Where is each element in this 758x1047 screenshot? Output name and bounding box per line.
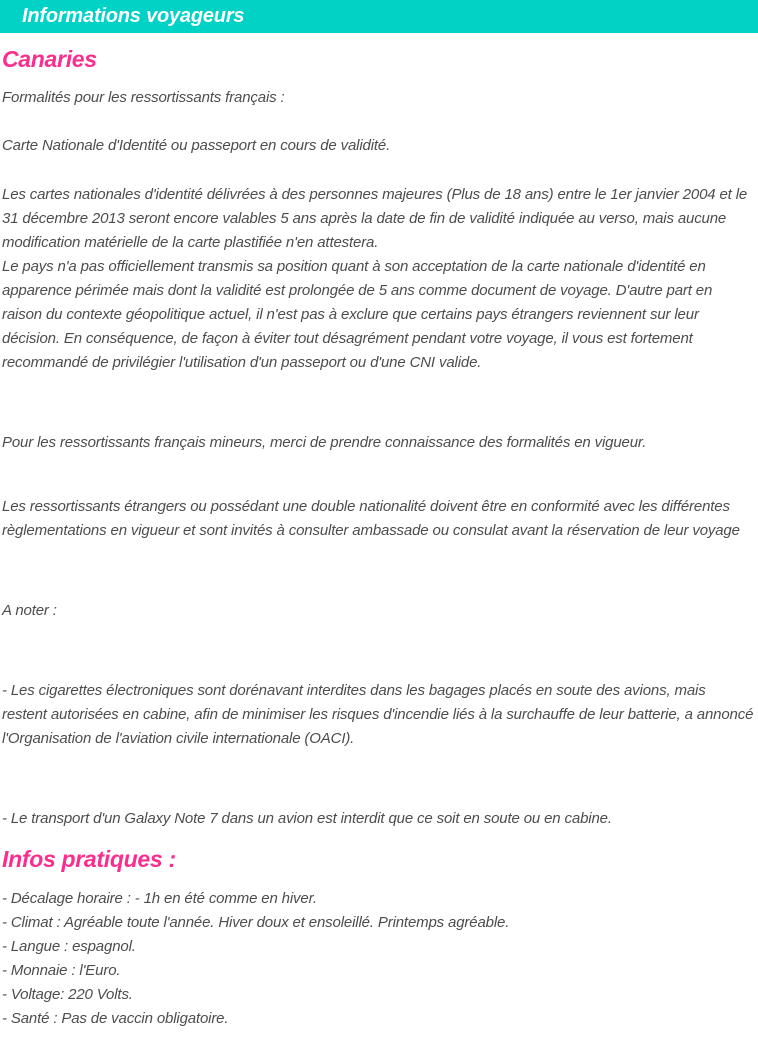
page-title: Informations voyageurs [22,5,245,27]
paragraph-cigarettes: - Les cigarettes électroniques sont dorénavant interdites dans les bagages placés en soute des avions, mais restent autorisées en cabine, afin de minimiser les risques d'incendie liés à la surchauffe de leur batterie, a annoncé l'Organisation de l'aviation civile internationale (OACI). [2,682,754,747]
paragraph-cni: Carte Nationale d'Identité ou passeport en cours de validité. [2,137,391,154]
list-item-langue: - Langue : espagnol. [2,938,136,955]
list-item-monnaie: - Monnaie : l'Euro. [2,962,121,979]
content-area [0,44,758,1047]
list-item-voltage: - Voltage: 220 Volts. [2,986,133,1003]
paragraph-etrangers: Les ressortissants étrangers ou possédant une double nationalité doivent être en conformité avec les différentes règlementations en vigueur et sont invités à consulter ambassade ou consulat avant la réservation de leur voyage [2,498,740,539]
list-item-climat: - Climat : Agréable toute l'année. Hiver doux et ensoleillé. Printemps agréable. [2,914,510,931]
list-item-sante: - Santé : Pas de vaccin obligatoire. [2,1010,229,1027]
paragraph-mineurs: Pour les ressortissants français mineurs, merci de prendre connaissance des formalités en vigueur. [2,434,647,451]
section-title-infos-pratiques: Infos pratiques : [2,846,176,872]
paragraph-galaxy-note: - Le transport d'un Galaxy Note 7 dans un avion est interdit que ce soit en soute ou en cabine. [2,810,612,827]
section-title-canaries: Canaries [2,46,97,72]
paragraph-position-pays: Le pays n'a pas officiellement transmis sa position quant à son acceptation de la carte nationale d'identité en apparence périmée mais dont la validité est prolongée de 5 ans comme document de voyage. D'autre part en raison du contexte géopolitique actuel, il n'est pas à exclure que certains pays étrangers reviennent sur leur décision. En conséquence, de façon à éviter tout désagrément pendant votre voyage, il vous est fortement recommandé de privilégier l'utilisation d'un passeport ou d'une CNI valide. [2,258,713,371]
paragraph-a-noter: A noter : [2,602,57,619]
paragraph-cartes-validite: Les cartes nationales d'identité délivrées à des personnes majeures (Plus de 18 ans) entre le 1er janvier 2004 et le 31 décembre 2013 seront encore valables 5 ans après la date de fin de validité indiquée au verso, mais aucune modification matérielle de la carte plastifiée n'en attestera. [2,186,748,251]
page-header [0,0,758,33]
list-item-decalage-horaire: - Décalage horaire : - 1h en été comme en hiver. [2,890,317,907]
paragraph-formalites: Formalités pour les ressortissants français : [2,89,285,106]
infos-pratiques-list [2,887,754,1031]
